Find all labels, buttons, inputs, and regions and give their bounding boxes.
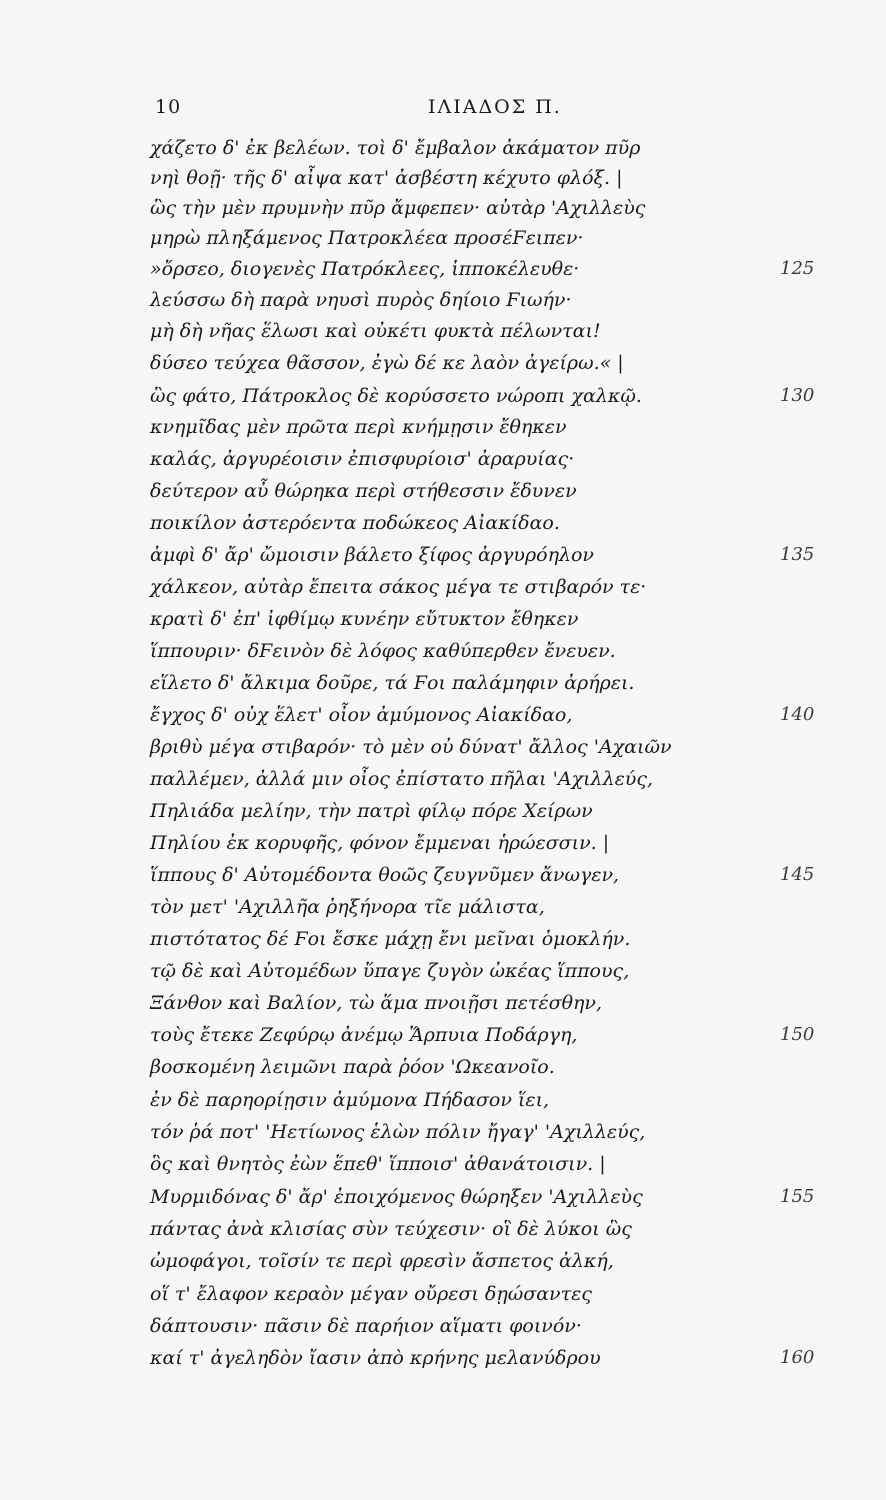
verse-line: ἵππους δ' Αὐτομέδοντα θοῶς ζευγνῦμεν ἄνωγεν, [150, 864, 620, 886]
line-number: 145 [780, 864, 815, 885]
verse-line: χάζετο δ' ἐκ βελέων. τοὶ δ' ἔμβαλον ἀκάματον πῦρ [150, 137, 641, 159]
verse-line: ὣς φάτο, Πάτροκλος δὲ κορύσσετο νώροπι χαλκῷ. [150, 385, 642, 407]
verse-line: οἵ τ' ἔλαφον κεραὸν μέγαν οὔρεσι δῃώσαντες [150, 1283, 592, 1305]
line-number: 155 [780, 1186, 815, 1207]
line-number: 125 [780, 258, 815, 279]
verse-line: ποικίλον ἀστερόεντα ποδώκεος Αἰακίδαο. [150, 512, 560, 534]
verse-line: χάλκεον, αὐτὰρ ἔπειτα σάκος μέγα τε στιβαρόν τε· [150, 576, 647, 598]
verse-line: δεύτερον αὖ θώρηκα περὶ στήθεσσιν ἔδυνεν [150, 480, 577, 502]
verse-line: τὸν μετ' 'Αχιλλῆα ῥηξήνορα τῖε μάλιστα, [150, 896, 545, 918]
verse-line: Μυρμιδόνας δ' ἄρ' ἐποιχόμενος θώρηξεν 'Αχιλλεὺς [150, 1186, 643, 1208]
verse-line: κρατὶ δ' ἐπ' ἰφθίμῳ κυνέην εὔτυκτον ἔθηκεν [150, 608, 579, 630]
verse-line: ὃς καὶ θνητὸς ἐὼν ἕπεθ' ἵπποισ' ἀθανάτοισιν. | [150, 1153, 606, 1175]
verse-line: ὠμοφάγοι, τοῖσίν τε περὶ φρεσὶν ἄσπετος ἀλκή, [150, 1250, 614, 1272]
verse-line: »ὄρσεο, διογενὲς Πατρόκλεες, ἱπποκέλευθε· [150, 258, 580, 280]
verse-line: τοὺς ἔτεκε Ζεφύρῳ ἀνέμῳ Ἅρπυια Ποδάργη, [150, 1024, 578, 1046]
verse-line: δάπτουσιν· πᾶσιν δὲ παρήιον αἵματι φοινόν· [150, 1315, 582, 1337]
verse-line: καλάς, ἀργυρέοισιν ἐπισφυρίοισ' ἀραρυίας· [150, 448, 575, 470]
verse-line: Ξάνθον καὶ Βαλίον, τὼ ἅμα πνοιῇσι πετέσθην, [150, 992, 602, 1014]
verse-line: κνημῖδας μὲν πρῶτα περὶ κνήμῃσιν ἔθηκεν [150, 416, 567, 438]
line-number: 160 [780, 1347, 815, 1368]
verse-line: καί τ' ἀγεληδὸν ἴασιν ἀπὸ κρήνης μελανύδρου [150, 1347, 601, 1369]
verse-line: ἐν δὲ παρηορίῃσιν ἀμύμονα Πήδασον ἵει, [150, 1089, 550, 1111]
verse-line: εἵλετο δ' ἄλκιμα δοῦρε, τά Ϝοι παλάμηφιν ἀρήρει. [150, 672, 635, 694]
verse-line: ὣς τὴν μὲν πρυμνὴν πῦρ ἄμφεπεν· αὐτὰρ 'Αχιλλεὺς [150, 197, 646, 219]
verse-line: πάντας ἀνὰ κλισίας σὺν τεύχεσιν· οἳ δὲ λύκοι ὣς [150, 1218, 632, 1240]
line-number: 140 [780, 704, 815, 725]
verse-line: τῷ δὲ καὶ Αὐτομέδων ὕπαγε ζυγὸν ὠκέας ἵππους, [150, 960, 630, 982]
page-number: 10 [155, 96, 182, 118]
verse-line: νηὶ θοῇ· τῆς δ' αἶψα κατ' ἀσβέστη κέχυτο φλόξ. | [150, 167, 623, 189]
line-number: 130 [780, 385, 815, 406]
verse-line: λεύσσω δὴ παρὰ νηυσὶ πυρὸς δηίοιο Ϝιωήν· [150, 289, 572, 311]
running-title: ΙΛΙΑΔΟΣ Π. [428, 96, 562, 118]
verse-line: τόν ῥά ποτ' 'Ηετίωνος ἑλὼν πόλιν ἤγαγ' 'Αχιλλεύς, [150, 1121, 646, 1143]
verse-line: παλλέμεν, ἀλλά μιν οἶος ἐπίστατο πῆλαι 'Αχιλλεύς, [150, 768, 654, 790]
line-number: 135 [780, 544, 815, 565]
verse-line: βριθὺ μέγα στιβαρόν· τὸ μὲν οὐ δύνατ' ἄλλος 'Αχαιῶν [150, 736, 672, 758]
verse-line: ἔγχος δ' οὐχ ἕλετ' οἶον ἀμύμονος Αἰακίδαο, [150, 704, 573, 726]
verse-line: Πηλίου ἐκ κορυφῆς, φόνον ἔμμεναι ἡρώεσσιν. | [150, 832, 610, 854]
verse-line: δύσεο τεύχεα θᾶσσον, ἐγὼ δέ κε λαὸν ἀγείρω.« | [150, 352, 624, 374]
verse-line: βοσκομένη λειμῶνι παρὰ ῥόον 'Ωκεανοῖο. [150, 1056, 555, 1078]
verse-line: πιστότατος δέ Ϝοι ἔσκε μάχῃ ἔνι μεῖναι ὁμοκλήν. [150, 928, 631, 950]
verse-line: ἵππουριν· δϜεινὸν δὲ λόφος καθύπερθεν ἔνευεν. [150, 640, 616, 662]
verse-line: ἀμφὶ δ' ἄρ' ὤμοισιν βάλετο ξίφος ἀργυρόηλον [150, 544, 594, 566]
verse-line: μηρὼ πληξάμενος Πατροκλέεα προσέϜειπεν· [150, 227, 584, 249]
verse-line: Πηλιάδα μελίην, τὴν πατρὶ φίλῳ πόρε Χείρων [150, 800, 593, 822]
verse-line: μὴ δὴ νῆας ἕλωσι καὶ οὐκέτι φυκτὰ πέλωνται! [150, 320, 601, 342]
line-number: 150 [780, 1024, 815, 1045]
